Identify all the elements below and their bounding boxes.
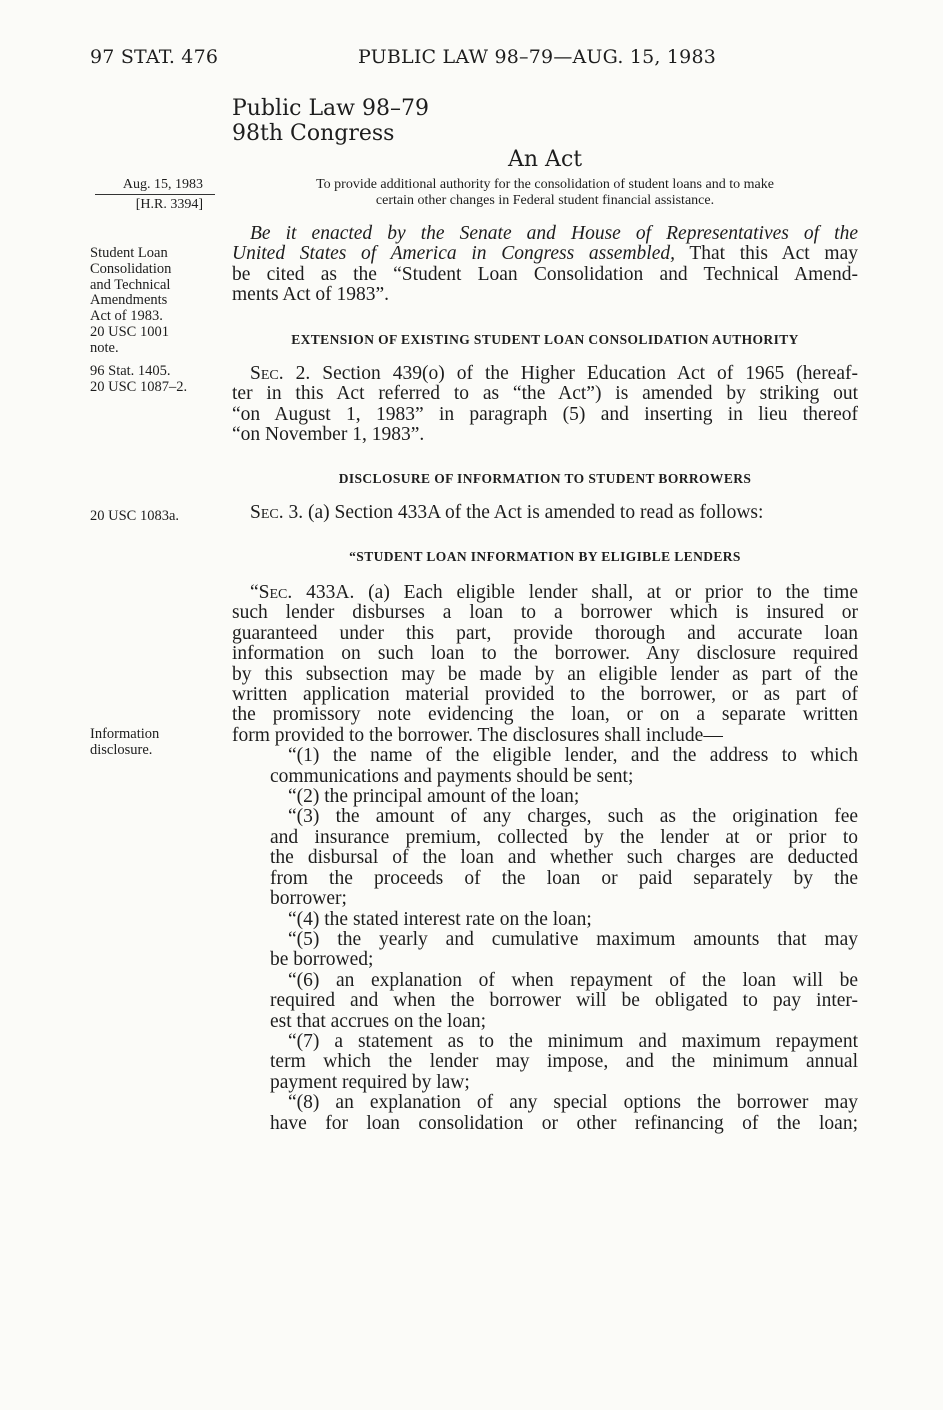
- purpose-line: certain other changes in Federal student financial assistance.: [375, 193, 715, 208]
- sec2-line: “on August 1, 1983” in paragraph (5) and inserting in lieu thereof: [232, 403, 858, 425]
- page-reference: 97 STAT. 476: [90, 46, 219, 68]
- sec3-line: [232, 503, 858, 523]
- sec2-line: “on November 1, 1983”.: [232, 424, 425, 446]
- sec433a-line: borrower;: [270, 888, 347, 910]
- sec2-line: [232, 364, 858, 384]
- margin-note-line: Act of 1983.: [90, 308, 163, 325]
- sec433a-line: “(5) the yearly and cumulative maximum amounts that may: [288, 928, 858, 950]
- margin-note-line: Student Loan: [90, 245, 168, 261]
- enacting-text: That this Act may: [674, 243, 858, 265]
- margin-note-sec3: [90, 509, 179, 525]
- margin-note-sec2: [90, 364, 187, 396]
- sec433a-label: “Sec. 433A.: [250, 582, 355, 603]
- sec433a-line: written application material provided to the borrower, or as part of: [232, 684, 858, 706]
- sec433a-line: “(3) the amount of any charges, such as the origination fee: [288, 806, 858, 828]
- margin-note-information: [90, 727, 159, 759]
- sec433a-line: such lender disburses a loan to a borrower which is insured or: [232, 602, 858, 624]
- sec2-label: Sec. 2.: [250, 363, 311, 384]
- sec433a-line: “(7) a statement as to the minimum and maximum repayment: [288, 1030, 858, 1052]
- margin-date: Aug. 15, 1983: [122, 177, 203, 192]
- sec433a-line: have for loan consolidation or other refinancing of the loan;: [270, 1112, 858, 1134]
- sec433a-line: and insurance premium, collected by the lender at or prior to: [270, 826, 858, 848]
- sec3-label: Sec. 3.: [250, 502, 304, 523]
- heading-extension: EXTENSION OF EXISTING STUDENT LOAN CONSOLIDATION AUTHORITY: [291, 332, 799, 347]
- sec433a-line: “(6) an explanation of when repayment of the loan will be: [288, 969, 858, 991]
- enacting-line: [232, 244, 858, 264]
- sec433a-line: “(8) an explanation of any special options the borrower may: [288, 1092, 858, 1114]
- enacting-line: Be it enacted by the Senate and House of Representatives of the: [250, 223, 858, 244]
- sec433a-line: “(2) the principal amount of the loan;: [288, 786, 580, 808]
- margin-note-line: disclosure.: [90, 741, 153, 758]
- margin-divider: [95, 194, 215, 195]
- sec2-line: ter in this Act referred to as “the Act”) is amended by striking out: [232, 383, 858, 405]
- sec433a-text: (a) Each eligible lender shall, at or prior to the time: [354, 582, 858, 603]
- margin-note-line: 96 Stat. 1405.: [90, 363, 171, 379]
- sec433a-line: payment required by law;: [270, 1071, 470, 1093]
- margin-note-line: Amendments: [90, 292, 168, 309]
- running-title: PUBLIC LAW 98–79—AUG. 15, 1983: [358, 46, 717, 68]
- margin-note-line: 20 USC 1087–2.: [90, 378, 188, 395]
- sec433a-line: “(1) the name of the eligible lender, and the address to which: [288, 745, 858, 767]
- sec433a-line: guaranteed under this part, provide thorough and accurate loan: [232, 622, 858, 644]
- section-3: [232, 503, 858, 523]
- margin-note-short-title: [90, 246, 171, 357]
- sec433a-line: required and when the borrower will be obligated to pay inter-: [270, 990, 858, 1012]
- margin-note-line: and Technical: [90, 276, 171, 293]
- enacting-italic: United States of America in Congress assembled,: [232, 243, 675, 265]
- sec433a-line: est that accrues on the loan;: [270, 1010, 487, 1032]
- margin-note-line: Information: [90, 726, 160, 742]
- sec433a-line: by this subsection may be made by an eligible lender as part of the: [232, 663, 858, 685]
- section-433a: [232, 583, 858, 1134]
- enacting-line: be cited as the “Student Loan Consolidation and Technical Amend-: [232, 263, 858, 285]
- sec433a-line: the promissory note evidencing the loan, or on a separate written: [232, 704, 858, 726]
- margin-note-line: Consolidation: [90, 260, 172, 277]
- purpose: [232, 177, 858, 209]
- congress: 98th Congress: [232, 121, 395, 146]
- sec433a-line: information on such loan to the borrower. Any disclosure required: [232, 643, 858, 665]
- sec433a-line: “(4) the stated interest rate on the loan;: [288, 908, 592, 930]
- enacting-clause: [232, 224, 858, 306]
- sec433a-line: be borrowed;: [270, 949, 374, 971]
- margin-note-line: 20 USC 1001: [90, 323, 169, 340]
- enacting-line: ments Act of 1983”.: [232, 284, 390, 306]
- margin-bill: [H.R. 3394]: [135, 197, 203, 212]
- sec433a-line: [232, 583, 858, 603]
- sec433a-line: term which the lender may impose, and the minimum annual: [270, 1051, 858, 1073]
- heading-info-by-lenders: “STUDENT LOAN INFORMATION BY ELIGIBLE LENDERS: [349, 549, 741, 564]
- act-title: An Act: [508, 147, 583, 172]
- sec3-text: (a) Section 433A of the Act is amended to read as follows:: [303, 502, 764, 523]
- section-2: [232, 364, 858, 446]
- sec433a-line: the disbursal of the loan and whether such charges are deducted: [270, 847, 858, 869]
- margin-note-line: 20 USC 1083a.: [90, 508, 180, 524]
- margin-note-line: note.: [90, 339, 119, 356]
- sec433a-line: form provided to the borrower. The disclosures shall include—: [232, 724, 723, 746]
- sec433a-line: communications and payments should be sent;: [270, 765, 634, 787]
- purpose-line: To provide additional authority for the consolidation of student loans and to make: [316, 177, 774, 192]
- heading-disclosure: DISCLOSURE OF INFORMATION TO STUDENT BORROWERS: [338, 471, 752, 486]
- law-number: Public Law 98–79: [232, 96, 429, 121]
- sec433a-line: from the proceeds of the loan or paid separately by the: [270, 867, 858, 889]
- sec2-text: Section 439(o) of the Higher Education Act of 1965 (hereaf-: [310, 363, 858, 384]
